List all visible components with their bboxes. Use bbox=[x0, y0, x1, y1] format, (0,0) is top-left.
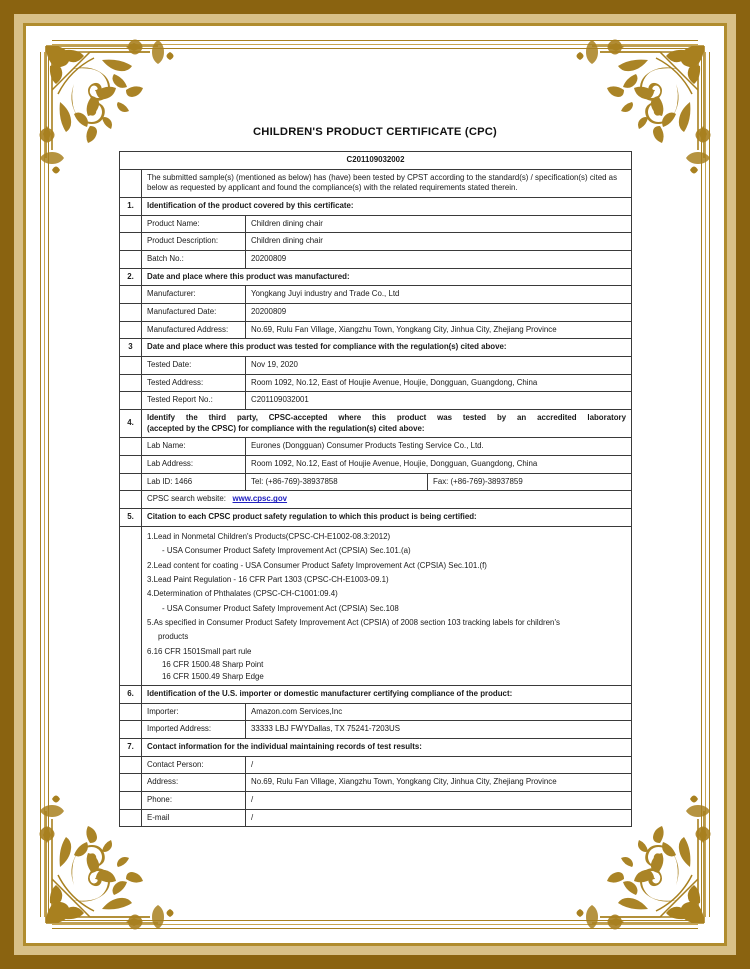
ornament-rule-left bbox=[40, 52, 49, 917]
citation-item: - USA Consumer Product Safety Improvement Act (CPSIA) Sec.101.(a) bbox=[162, 546, 411, 556]
row-label: E-mail bbox=[142, 809, 246, 827]
section7-heading: Contact information for the individual maintaining records of test results: bbox=[142, 739, 632, 757]
row-value: No.69, Rulu Fan Village, Xiangzhu Town, Yongkang City, Jinhua City, Zhejiang Province bbox=[246, 321, 632, 339]
citation-item: 1.Lead in Nonmetal Children's Products(CPSC-CH-E1002-08.3:2012) bbox=[147, 531, 391, 541]
certificate-table bbox=[119, 151, 632, 827]
page-title: CHILDREN'S PRODUCT CERTIFICATE (CPC) bbox=[253, 126, 497, 138]
table-row-section4-heading bbox=[120, 410, 632, 438]
row-label: Manufactured Address: bbox=[142, 321, 246, 339]
row-label: Product Description: bbox=[142, 233, 246, 251]
spacer-cell bbox=[120, 374, 142, 392]
section4-heading-line1: Identify the third party, CPSC-accepted where this product was tested by an accredited laboratory bbox=[147, 413, 626, 423]
row-label: Phone: bbox=[142, 792, 246, 810]
spacer-cell bbox=[120, 456, 142, 474]
table-row bbox=[120, 215, 632, 233]
table-row-section7-heading bbox=[120, 739, 632, 757]
spacer-cell bbox=[120, 526, 142, 685]
row-label: Manufacturer: bbox=[142, 286, 246, 304]
spacer-cell bbox=[120, 774, 142, 792]
row-label: Tested Date: bbox=[142, 357, 246, 375]
section3-heading: Date and place where this product was tested for compliance with the regulation(s) cited above: bbox=[142, 339, 632, 357]
section7-number: 7. bbox=[120, 739, 142, 757]
table-row bbox=[120, 374, 632, 392]
intro-text: The submitted sample(s) (mentioned as below) has (have) been tested by CPST according to the standard(s) / specification(s) cited as below as requested by applicant and found the compliance(s) with the related requirements stated therein. bbox=[142, 169, 632, 197]
citation-item: products bbox=[158, 632, 189, 642]
spacer-cell bbox=[120, 286, 142, 304]
lab-address-value: Room 1092, No.12, East of Houjie Avenue, Houjie, Dongguan, Guangdong, China bbox=[246, 456, 632, 474]
table-row bbox=[120, 286, 632, 304]
section6-number: 6. bbox=[120, 686, 142, 704]
spacer-cell bbox=[120, 721, 142, 739]
table-row bbox=[120, 456, 632, 474]
row-label: Manufactured Date: bbox=[142, 304, 246, 322]
table-row-certificate-number bbox=[120, 152, 632, 170]
citation-item: 6.16 CFR 1501Small part rule bbox=[147, 646, 252, 656]
citation-list bbox=[142, 526, 632, 685]
section4-heading bbox=[142, 410, 632, 438]
table-row bbox=[120, 251, 632, 269]
table-row-cpsc-website bbox=[120, 491, 632, 509]
row-value: / bbox=[246, 792, 632, 810]
table-row-section5-heading bbox=[120, 509, 632, 527]
row-label: Contact Person: bbox=[142, 756, 246, 774]
row-value: 33333 LBJ FWYDallas, TX 75241-7203US bbox=[246, 721, 632, 739]
table-row-citations bbox=[120, 526, 632, 685]
citation-item: 16 CFR 1500.48 Sharp Point bbox=[162, 660, 264, 670]
row-value: Nov 19, 2020 bbox=[246, 357, 632, 375]
lab-name-value: Eurones (Dongguan) Consumer Products Testing Service Co., Ltd. bbox=[246, 438, 632, 456]
table-row-section2-heading bbox=[120, 268, 632, 286]
row-value: No.69, Rulu Fan Village, Xiangzhu Town, Yongkang City, Jinhua City, Zhejiang Province bbox=[246, 774, 632, 792]
table-row bbox=[120, 721, 632, 739]
row-value: 20200809 bbox=[246, 304, 632, 322]
lab-address-label: Lab Address: bbox=[142, 456, 246, 474]
row-label: Tested Report No.: bbox=[142, 392, 246, 410]
spacer-cell bbox=[120, 233, 142, 251]
row-value: / bbox=[246, 809, 632, 827]
section5-heading: Citation to each CPSC product safety regulation to which this product is being certified: bbox=[142, 509, 632, 527]
table-row bbox=[120, 357, 632, 375]
lab-name-label: Lab Name: bbox=[142, 438, 246, 456]
table-row bbox=[120, 703, 632, 721]
citation-item: 3.Lead Paint Regulation - 16 CFR Part 1303 (CPSC-CH-E1003-09.1) bbox=[147, 574, 389, 584]
section4-number: 4. bbox=[120, 410, 142, 438]
table-row bbox=[120, 792, 632, 810]
spacer-cell bbox=[120, 304, 142, 322]
table-row bbox=[120, 304, 632, 322]
section4-heading-line2: (accepted by the CPSC) for compliance with the regulation(s) cited above: bbox=[147, 423, 425, 433]
row-value: C201109032001 bbox=[246, 392, 632, 410]
row-value: Children dining chair bbox=[246, 233, 632, 251]
citation-item: 4.Determination of Phthalates (CPSC-CH-C1001:09.4) bbox=[147, 589, 338, 599]
table-row-lab-contact bbox=[120, 473, 632, 491]
spacer-cell bbox=[120, 215, 142, 233]
table-row-intro bbox=[120, 169, 632, 197]
lab-fax-value: Fax: (+86-769)-38937859 bbox=[428, 473, 632, 491]
spacer-cell bbox=[120, 392, 142, 410]
row-value: Amazon.com Services,Inc bbox=[246, 703, 632, 721]
row-value: Room 1092, No.12, East of Houjie Avenue, Houjie, Dongguan, Guangdong, China bbox=[246, 374, 632, 392]
citation-item: 5.As specified in Consumer Product Safety Improvement Act (CPSIA) of 2008 section 103 tracking labels for children's bbox=[147, 618, 560, 628]
spacer-cell bbox=[120, 473, 142, 491]
table-row-section1-heading bbox=[120, 198, 632, 216]
lab-tel-value: Tel: (+86-769)-38937858 bbox=[246, 473, 428, 491]
certificate-number-value: C201109032002 bbox=[120, 152, 632, 170]
section5-number: 5. bbox=[120, 509, 142, 527]
spacer-cell bbox=[120, 756, 142, 774]
section2-heading: Date and place where this product was manufactured: bbox=[142, 268, 632, 286]
spacer-cell bbox=[120, 703, 142, 721]
row-label: Importer: bbox=[142, 703, 246, 721]
spacer-cell bbox=[120, 438, 142, 456]
spacer-cell bbox=[120, 251, 142, 269]
row-label: Tested Address: bbox=[142, 374, 246, 392]
spacer-cell bbox=[120, 491, 142, 509]
ornament-rule-right bbox=[701, 52, 710, 917]
table-row bbox=[120, 774, 632, 792]
spacer-cell bbox=[120, 792, 142, 810]
citation-item: 16 CFR 1500.49 Sharp Edge bbox=[162, 671, 264, 681]
spacer-cell bbox=[120, 809, 142, 827]
table-row bbox=[120, 392, 632, 410]
section1-number: 1. bbox=[120, 198, 142, 216]
row-value: Yongkang Juyi industry and Trade Co., Ltd bbox=[246, 286, 632, 304]
row-label: Product Name: bbox=[142, 215, 246, 233]
section2-number: 2. bbox=[120, 268, 142, 286]
spacer-cell bbox=[120, 321, 142, 339]
row-label: Batch No.: bbox=[142, 251, 246, 269]
row-label: Imported Address: bbox=[142, 721, 246, 739]
cpsc-website-label: CPSC search website: bbox=[147, 494, 226, 504]
table-row bbox=[120, 809, 632, 827]
cpsc-website-link[interactable]: www.cpsc.gov bbox=[232, 494, 288, 504]
row-value: Children dining chair bbox=[246, 215, 632, 233]
certificate-content bbox=[119, 126, 631, 827]
row-value: / bbox=[246, 756, 632, 774]
table-row-section6-heading bbox=[120, 686, 632, 704]
row-value: 20200809 bbox=[246, 251, 632, 269]
intro-number-cell bbox=[120, 169, 142, 197]
table-row bbox=[120, 233, 632, 251]
section6-heading: Identification of the U.S. importer or domestic manufacturer certifying compliance of the product: bbox=[142, 686, 632, 704]
section3-number: 3 bbox=[120, 339, 142, 357]
lab-id-value: Lab ID: 1466 bbox=[142, 473, 246, 491]
spacer-cell bbox=[120, 357, 142, 375]
citation-item: - USA Consumer Product Safety Improvement Act (CPSIA) Sec.108 bbox=[162, 603, 399, 613]
section1-heading: Identification of the product covered by this certificate: bbox=[142, 198, 632, 216]
table-row bbox=[120, 438, 632, 456]
citation-item: 2.Lead content for coating - USA Consumer Product Safety Improvement Act (CPSIA) Sec.101.(f) bbox=[147, 560, 487, 570]
row-label: Address: bbox=[142, 774, 246, 792]
cpsc-website-cell bbox=[142, 491, 632, 509]
table-row bbox=[120, 321, 632, 339]
table-row bbox=[120, 756, 632, 774]
table-row-section3-heading bbox=[120, 339, 632, 357]
